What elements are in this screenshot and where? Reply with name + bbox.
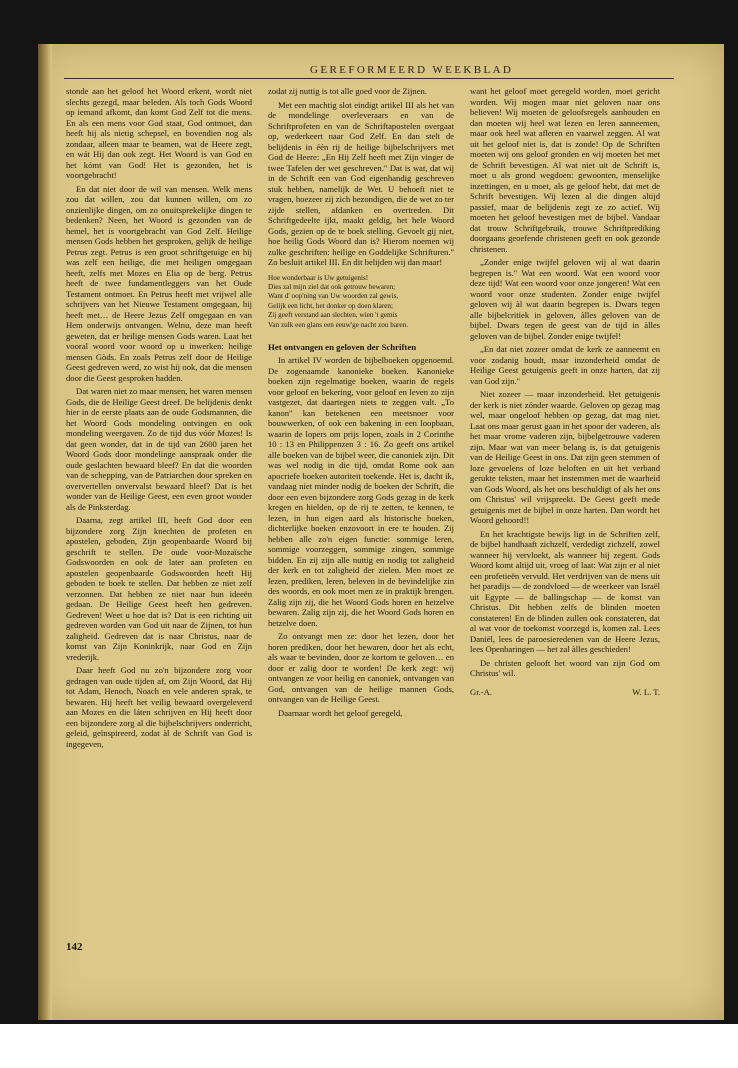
page-number: 142 <box>66 941 83 953</box>
header-rule <box>64 78 674 79</box>
paragraph: Daarnaar wordt het geloof geregeld, <box>278 707 403 718</box>
verse-line: Gelijk een licht, het donker op doen klaren; <box>268 301 393 310</box>
signature-line <box>470 687 660 698</box>
paragraph: zodat zij nuttig is tot alle goed voor de Zijnen. <box>268 86 427 96</box>
psalm-verse <box>268 274 454 330</box>
author-initials: W. L. T. <box>632 686 660 697</box>
paragraph: De christen gelooft het woord van zijn God om Christus' wil. <box>470 657 660 678</box>
paragraph: Daar heeft God nu zo'n bijzondere zorg voor gedragen van oude tijden af, om Zijn Woord, dat Hij tot Adam, Henoch, Noach en vele anderen sprak, te bewaren. Hij heeft het veilig bewaard overgeleverd aan Mozes en die láten schrijven en Hij heeft door een bijzondere zorg al die bijbelschrijvers onderricht, geleid, geïnspireerd, zodat àl de Schrift van God is ingegeven, <box>66 665 252 749</box>
verse-line: Van zulk een glans een eeuw'ge nacht zou baren. <box>268 320 408 329</box>
paragraph: „En dat niet zozeer omdat de kerk ze aanneemt en voor zodanig houdt, maar inzonderheid omdat de Heilige Geest getuigenis geeft in onze harten, dat zij van God zijn." <box>470 344 660 386</box>
paragraph: want het geloof moet geregeld worden, moet gericht worden. Wij mogen maar niet geloven naar ons believen! Wij moeten de geloofsregels aanhouden en dan moeten wij heel wat lezen en leren aanneemen, maar ook heel wat afleren en vaarwel zeggen. Al wat uit het geloof niet is, dat is zonde! Op de Schriften moeten wij ons geloof gronden en wij moeten het met de Schrift bevestigen. Al wat niet uit de Schrift is, moet u als grond wegdoen: gewoonten, menselijke inzettingen, en u moet, als ge geloof hebt, dat met de Schrift bevestigen. Wij lezen al die dingen altijd passief, maar de belijdenis zegt ze zo actief. Wij moeten het geloof bevestigen met de bijbel. Vandaar dat trouw Schriftgebruik, trouwe Schriftprediking doorgaans geoefende christenen geeft en ook gezonde christenen. <box>470 86 660 254</box>
paragraph: „Zonder enige twijfel geloven wij al wat daarin begrepen is." Wat een woord. Wat een woord voor deze tijd! Wat een woord voor onze jongeren! Wat een woord voor onze studenten. Zonder enige twijfel geloven wij àl wat daarin begrepen is. Dwars tegen alle bijbelcritiek in geloven, àlles geloven van de bijbel. Dwars tegen de geest van de tijd in àlles geloven van de bijbel. Zonder enige twijfel! <box>470 257 660 341</box>
running-header: GEREFORMEERD WEEKBLAD <box>310 64 514 76</box>
paragraph: Daarna, zegt artikel III, heeft God door een bijzondere zorg Zijn knechten de profeten en apostelen, geboden, Zijn geopenbaarde Woord bij geschrift te stellen. De oude voor-Mozaïsche Godswoorden en ook de later aan profeten en apostelen geopenbaarde Godswoorden heeft Hij geboden te boek te stellen. Dat hebben ze niet zelf verzonnen. Dat hebben ze niet naar hun ideeën gedaan. De Heilige Geest heeft hen gedreven. Gedreven! Weet u hoe dat is? Dat is een richting uit gedreven worden van God uit naar de Zijnen, tot hun zaligheid. Gedreven dat is naar Christus, naar de komst van Zijn Koninkrijk, naar God en Zijn vrederijk. <box>66 515 252 662</box>
paragraph: Dat waren niet zo maar mensen, het waren mensen Gods, die de Heilige Geest dreef. De belijdenis denkt hier in de eerste plaats aan de oude Godsmannen, die het Woord Gods mondeling ontvingen en ook mondeling weergaven. Zo de tijd dus vóór Mozes! Is dat geen wonder, dat in de tijd van 2600 jaren het Woord Gods door mondelinge aanspraak onder die oude geslachten bewaard bleef? En dat die woorden van de schepping, van de Patriarchen door spreken en oververtellen onvervalst bewaard bleef? Dat is het wonder van de Heilige Geest, een even groot wonder als de Pinksterdag. <box>66 386 252 512</box>
column-3 <box>470 86 660 697</box>
paragraph: Zo ontvangt men ze: door het lezen, door het horen prediken, door het bewaren, door het als echt, als waar te bevinden, door ze kortom te geloven… en door er zalig door te worden! De kerk zegt: wij ontvangen ze voor heilig en canoniek, ontvangen van God, ontvangen van de heilige mannen Gods, ontvangen van de Heilige Geest. <box>268 631 454 705</box>
paragraph: Met een machtig slot eindigt artikel III als het van de mondelinge overleveraars en van de Schriftprofeten en van de Schriftapostelen overgaat op, wederkeert naar God Zelf. En dan stelt de belijdenis in één rij de heilige bijbelschrijvers met God de Heere: „En Hij Zelf heeft met Zijn vinger de twee Tafelen der wet geschreven." Dat is wat, dat wij in de Schrift een van God eigenhandig geschreven stuk hebben, namelijk de Wet. U behoeft niet te vragen, hoezeer zij zich bezondigen, die de wet zo ter zijde stellen, afdanken en overtreden. Dit Schriftgedeelte ijkt, maakt geldig, het hele Woord Gods, gezien op de te boek stelling. Gevoelt gij niet, hoe heilig Gods Woord dan is? Hierom noemen wij zulke geschriften: heilige en Goddelijke Schrifturen." Zo besluit artikel III. En dit belijden wij dan maar! <box>268 99 454 267</box>
column-2 <box>268 86 454 721</box>
paragraph: Niet zozeer — maar inzonderheid. Het getuigenis der kerk is niet zónder waarde. Geloven op gezag mag wel, maar ongeloof hebben op gezag, dat mag niet. Laat ons maar gerust gaan in het spoor der vaderen, als het maar vrome vaderen zijn, bijbelgetrouwe vaderen zijn. Maar wat van meer belang is, is dat getuigenis van de Heilige Geest in ons. Dat zijn geen stemmen of loze gevoelens of loze beloften en uit het verband gerukte teksten, maar het instemmen met de waarheid van Gods Woord, als het ons beschuldigt of als het ons om Christus' wil vrijspreekt. De Geest geeft mede getuigenis met de bijbel in onze harten. Dan wordt het Woord gehoord!! <box>470 389 660 525</box>
verse-line: Zij geeft verstand aan slechten, wien 't gemis <box>268 311 398 320</box>
paragraph: stonde aan het geloof het Woord erkent, wordt niet slechts gezegd, maar beleden. Als toch Gods Woord op iemand afkomt, dan komt God Zelf tot die mens. En als een mens voor God staat, God ontmoet, dan heeft hij als nietig schepsel, en bovendien nog als zondaar, alleen maar te beamen, wat de Heere zegt, en wát Hij dan ook zegt. Het Woord is van God en het kómt van God! Het is gezonden, het is voortgebracht! <box>66 86 252 180</box>
paragraph: In artikel IV worden de bijbelboeken opgenoemd. De zogenaamde kanonieke boeken. Kanonieke boeken zijn regelmatige boeken, waarin de regels voor geloof en bekering, voor geloof en leven zo zijn vastgezet, dat daartegen niets te zeggen valt. „To kanon" kan betekenen een meetsnoer voor bouwwerken, of ook een bakening in een loopbaan, waarin de lopers om prijs lopen, zoals in 2 Corinthe 10 : 13 en Philippenzen 3 : 16. Zo geeft ons artikel alle boeken van de bijbel weer, die canoniek zijn. Dit was wel nodig in die tijd, omdat Rome ook aan apocriefe boeken autoriteit toekende. Het is, dacht ik, vandaag niet minder nodig de boeken der Schrift, die door een even bijzondere zorg Gods gezag in de kerk kregen en hielden, op de rij te zetten, te kennen, te lezen, in hun eigen aard als historische boeken, dichterlijke boeken enzovoort in ere te houden. Zij hebben alle zo'n eigen functie: sommige leren, sommige voorzeggen, sommige zingen, sommige bidden. En zij zijn alle nuttig en nodig tot zaligheid der kerk en tot zaligheid der zielen. Men moet ze lezen, prediken, leren, beleven in de bevindelijke zin des woords, en ook moet men ze in praktijk brengen. Zalig zijn zij, die het Woord Gods horen en hetzelve bewaren. Zalig zijn zij, die het Woord Gods horen en hetzelve doen. <box>268 355 454 628</box>
paragraph: En dat niet door de wil van mensen. Welk mens zou dat willen, zou dat kunnen willen, om zo onzienlijke dingen, om zo onuitsprekelijke dingen te bedenken? Neen, het Woord is gezonden van de hemel, het is voortgebracht van God Zelf. Heilige mensen Gods hebben het gesproken, gelijk de heilige Petrus zegt. Petrus is een groot schriftgetuige en hij was zelf een heilige, die met heiligen omgegaan heeft, zelfs met Mozes en Elia op de berg. Petrus heeft de twee fundamentleggers van het Oude Testament ontmoet. En Petrus heeft met vrijwel alle schrijvers van het Nieuwe Testament omgegaan, hij heeft met… de Heere Jezus Zelf omgegaan en van Hem onderwijs ontvangen. Welnu, deze man heeft geweten, dat er heilige mensen Gods waren. Laat het vooral woord voor woord op u inwerken: heilige mensen Gòds. En zoals Petrus zelf door de Heilige Geest gedreven werd, zo wist hij ook, dat die mensen door die Geest gesproken hadden. <box>66 183 252 383</box>
verse-line: Dies zal mijn ziel dat ook getrouw bewaren; <box>268 282 396 291</box>
paragraph: En het krachtigste bewijs ligt in de Schriften zelf, de bijbel handhaaft zichzelf, verdedigt zichzelf, zowel wanneer hij vervloekt, als wanneer hij zegent. Gods Woord komt altijd uit, vroeg of laat: Wat zijn er al niet een profetieën vervuld. Het verdrijven van de mens uit het paradijs — de zondvloed — de weerkeer van Israël uit Egypte — de ballingschap — de komst van Christus. Dit hebben zelfs de blinden moeten constateren! En de blinden zullen ook constateren, dat al wat voor de toekomst voorzegd is, komen zal. Lees Daniël, lees de paroesieredenen van de Heere Jezus, lees Openbaringen — het zal àlles geschieden! <box>470 528 660 654</box>
verse-line: Want d' oop'ning van Uw woorden zal gewis, <box>268 292 399 301</box>
binding-edge <box>38 44 52 1020</box>
section-heading: Het ontvangen en geloven der Schriften <box>268 341 417 352</box>
column-1 <box>66 86 252 752</box>
verse-line: Hoe wonderbaar is Uw getuigenis! <box>268 273 369 282</box>
location-abbrev: Gr.-A. <box>470 686 492 697</box>
